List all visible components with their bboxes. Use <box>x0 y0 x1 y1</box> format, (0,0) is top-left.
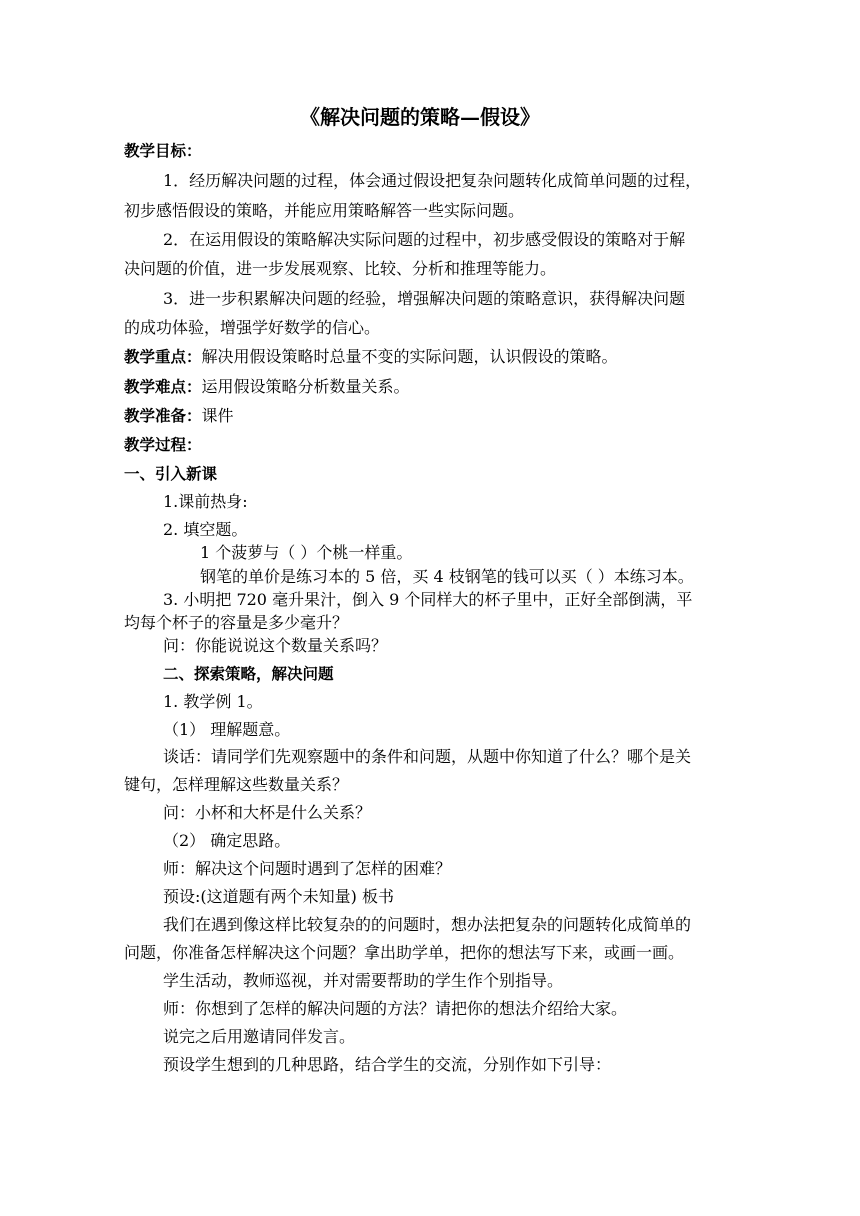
key-point-label: 教学重点： <box>124 348 202 366</box>
section-2-line: 说完之后用邀请同伴发言。 <box>163 1027 356 1046</box>
objectives-heading: 教学目标： <box>124 142 202 160</box>
section-2-line: （2） 确定思路。 <box>163 831 291 850</box>
section-2-line: 问题，你准备怎样解决这个问题？拿出助学单，把你的想法写下来，或画一画。 <box>124 943 685 962</box>
section-2-line: （1） 理解题意。 <box>163 720 291 739</box>
preparation <box>124 405 234 427</box>
key-point-text: 解决用假设策略时总量不变的实际问题，认识假设的策略。 <box>201 347 618 366</box>
section-2-line: 师：你想到了怎样的解决问题的方法？请把你的想法介绍给大家。 <box>163 999 628 1018</box>
section-2-line: 谈话：请同学们先观察题中的条件和问题，从题中你知道了什么？哪个是关 <box>163 747 692 766</box>
process-heading: 教学过程： <box>124 436 202 454</box>
section-1-line: 问：你能说说这个数量关系吗？ <box>163 636 388 655</box>
key-point <box>124 346 618 368</box>
section-1-line: 2. 填空题。 <box>163 520 248 539</box>
section-1-line: 钢笔的单价是练习本的 5 倍，买 4 枝钢笔的钱可以买（ ）本练习本。 <box>200 567 694 586</box>
section-2-line: 学生活动，教师巡视，并对需要帮助的学生作个别指导。 <box>163 971 564 990</box>
objective-1-line-2: 初步感悟假设的策略，并能应用策略解答一些实际问题。 <box>124 201 525 220</box>
section-1-line: 3. 小明把 720 毫升果汁，倒入 9 个同样大的杯子里中，正好全部倒满，平 <box>163 590 693 609</box>
section-1-line: 均每个杯子的容量是多少毫升？ <box>124 613 349 632</box>
preparation-label: 教学准备： <box>124 407 202 425</box>
section-1-line: 1.课前热身: <box>163 492 248 511</box>
difficulty <box>124 376 410 398</box>
section-2-line: 预设学生想到的几种思路，结合学生的交流，分别作如下引导： <box>163 1055 612 1074</box>
section-2-line: 预设:(这道题有两个未知量) 板书 <box>163 887 394 906</box>
objective-3-line-2: 的成功体验，增强学好数学的信心。 <box>124 318 381 337</box>
section-2-line: 键句，怎样理解这些数量关系？ <box>124 775 349 794</box>
preparation-text: 课件 <box>201 406 234 425</box>
difficulty-label: 教学难点： <box>124 378 202 396</box>
objective-2-line-1: 2．在运用假设的策略解决实际问题的过程中，初步感受假设的策略对于解 <box>163 230 686 249</box>
difficulty-text: 运用假设策略分析数量关系。 <box>201 377 410 396</box>
section-2-line: 师：解决这个问题时遇到了怎样的困难？ <box>163 859 452 878</box>
section-1-heading: 一、引入新课 <box>124 465 218 483</box>
section-2-line: 1. 教学例 1。 <box>163 692 263 711</box>
objective-1-line-1: 1．经历解决问题的过程，体会通过假设把复杂问题转化成简单问题的过程， <box>163 171 702 190</box>
section-2-heading: 二、探索策略，解决问题 <box>163 665 334 683</box>
objective-3-line-1: 3．进一步积累解决问题的经验，增强解决问题的策略意识，获得解决问题 <box>163 289 686 308</box>
section-2-line: 问：小杯和大杯是什么关系？ <box>163 803 372 822</box>
section-1-line: 1 个菠萝与（ ）个桃一样重。 <box>200 543 413 562</box>
section-2-line: 我们在遇到像这样比较复杂的的问题时，想办法把复杂的问题转化成简单的 <box>163 915 692 934</box>
objective-2-line-2: 决问题的价值，进一步发展观察、比较、分析和推理等能力。 <box>124 259 557 278</box>
document-title: 《解决问题的策略—假设》 <box>300 105 540 129</box>
